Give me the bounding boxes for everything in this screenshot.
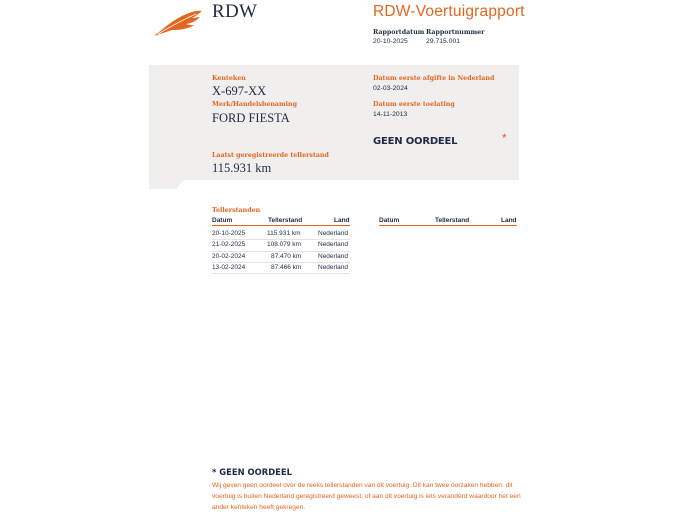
row-reading: 87.470 km <box>271 253 302 260</box>
first-issue-nl-value: 02-03-2024 <box>373 85 408 92</box>
verdict-marker: * <box>502 131 507 145</box>
table-header-line <box>212 225 350 226</box>
report-number: 29.715.001 <box>426 38 461 45</box>
row-reading: 87.466 km <box>271 264 302 271</box>
row-divider <box>212 251 350 252</box>
make-value: FORD FIESTA <box>212 111 290 125</box>
plate-label: Kenteken <box>212 75 246 82</box>
row-reading: 115.931 km <box>267 230 301 237</box>
report-date-label: Rapportdatum <box>373 29 425 36</box>
first-admission-label: Datum eerste toelating <box>373 101 455 108</box>
vehicle-summary-panel <box>149 65 519 180</box>
col-reading: Tellerstand <box>268 217 303 224</box>
report-title: RDW-Voertuigrapport <box>373 3 525 20</box>
row-divider <box>212 273 350 274</box>
row-divider <box>212 262 350 263</box>
col-country: Land <box>334 217 350 224</box>
last-odometer-label: Laatst geregistreerde tellerstand <box>212 152 329 159</box>
report-number-label: Rapportnummer <box>426 29 485 36</box>
row-date: 20-02-2024 <box>212 253 246 260</box>
footnote-text: Wij geven geen oordeel over de reeks tellerstanden van dit voertuig. Dit kan twee oorzaken hebben: dit voertuig is buiten Nederland geregistreerd geweest, of aan dit voertuig is iets veranderd waardoor het een ander kenteken heeft gekregen. <box>212 482 521 511</box>
row-date: 13-02-2024 <box>212 264 246 271</box>
brand-name: RDW <box>212 1 258 22</box>
col-country: Land <box>501 217 517 224</box>
table-header-line <box>379 225 517 226</box>
col-date: Datum <box>212 217 233 224</box>
footnote-title: * GEEN OORDEEL <box>212 467 292 477</box>
col-reading: Tellerstand <box>435 217 470 224</box>
row-date: 21-02-2025 <box>212 241 246 248</box>
row-country: Nederland <box>318 253 348 260</box>
first-issue-nl-label: Datum eerste afgifte in Nederland <box>373 75 495 82</box>
verdict: GEEN OORDEEL <box>373 136 458 147</box>
row-reading: 108.079 km <box>267 241 301 248</box>
row-country: Nederland <box>318 241 348 248</box>
col-date: Datum <box>379 217 400 224</box>
row-divider <box>212 239 350 240</box>
plate-value: X-697-XX <box>212 84 267 98</box>
row-date: 20-10-2025 <box>212 230 246 237</box>
rdw-logo-icon <box>152 8 204 38</box>
odometer-section-title: Tellerstanden <box>212 207 261 214</box>
row-country: Nederland <box>318 230 348 237</box>
panel-tab <box>149 180 183 189</box>
last-odometer-value: 115.931 km <box>212 161 272 175</box>
first-admission-value: 14-11-2013 <box>373 111 408 118</box>
make-label: Merk/Handelsbenaming <box>212 101 298 108</box>
row-country: Nederland <box>318 264 348 271</box>
report-date: 20-10-2025 <box>373 38 408 45</box>
